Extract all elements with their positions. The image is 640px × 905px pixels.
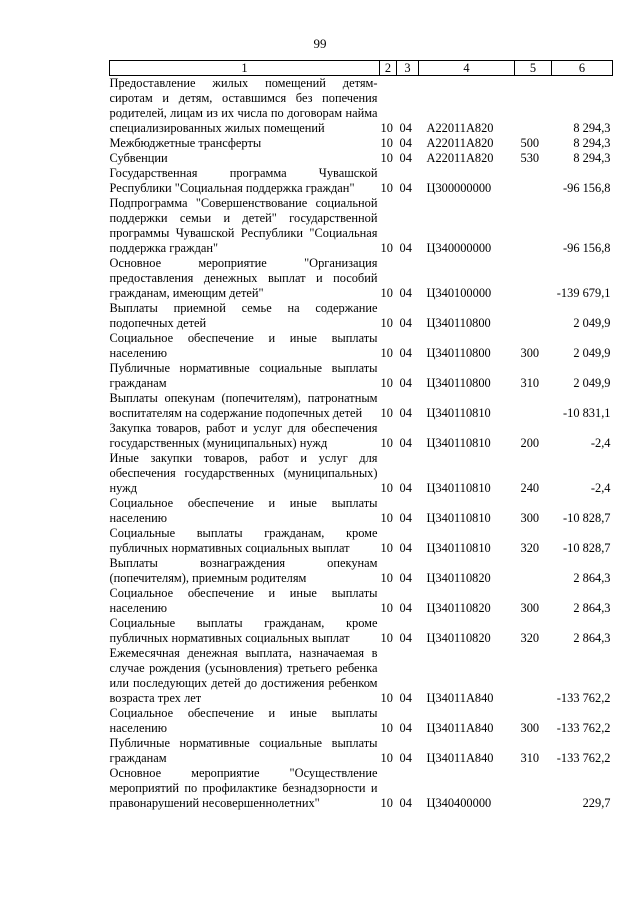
cell-vr — [515, 196, 552, 256]
table-row — [110, 451, 613, 496]
cell-csr: Ц340110800 — [426, 316, 491, 330]
cell-vr — [515, 256, 552, 301]
cell-name: Субвенции — [109, 151, 168, 165]
cell-sum: -133 762,2 — [556, 691, 611, 705]
cell-rz: 10 — [380, 511, 393, 525]
cell-sum: 2 049,9 — [573, 376, 611, 390]
cell-csr: Ц340110810 — [426, 406, 491, 420]
cell-rz: 10 — [380, 796, 393, 810]
cell-name: Выплаты вознаграждения опекунам (попечителям), приемным родителям — [109, 556, 378, 585]
cell-csr: А22011А820 — [426, 151, 494, 165]
cell-sum: 229,7 — [582, 796, 611, 810]
cell-vr: 320 — [520, 631, 540, 645]
cell-csr: Ц300000000 — [426, 181, 492, 195]
cell-name: Социальное обеспечение и иные выплаты населению — [109, 496, 378, 525]
cell-rz: 10 — [380, 181, 393, 195]
cell-sum: 8 294,3 — [573, 121, 611, 135]
table-row — [110, 706, 613, 736]
cell-sum: -2,4 — [590, 481, 611, 495]
cell-csr: Ц340110800 — [426, 346, 491, 360]
cell-name: Выплаты приемной семье на содержание подопечных детей — [109, 301, 378, 330]
cell-sum: -133 762,2 — [556, 751, 611, 765]
cell-csr: Ц340100000 — [426, 286, 492, 300]
cell-vr: 300 — [520, 601, 540, 615]
header-col-2: 2 — [380, 61, 397, 76]
table-row — [110, 151, 613, 166]
cell-rz: 10 — [380, 121, 393, 135]
cell-rz: 10 — [380, 481, 393, 495]
cell-name: Основное мероприятие "Организация предоставления денежных выплат и пособий гражданам, имеющим детей" — [109, 256, 378, 300]
cell-csr: Ц340110810 — [426, 481, 491, 495]
cell-vr: 300 — [520, 721, 540, 735]
header-col-6: 6 — [552, 61, 613, 76]
cell-pr: 04 — [399, 541, 412, 555]
table-row — [110, 136, 613, 151]
cell-vr — [515, 166, 552, 196]
table-row — [110, 616, 613, 646]
cell-csr: Ц340110820 — [426, 631, 491, 645]
cell-sum: -10 828,7 — [563, 511, 611, 525]
cell-sum: -2,4 — [590, 436, 611, 450]
cell-csr: Ц340110810 — [426, 541, 491, 555]
table-header — [110, 61, 613, 76]
table-row — [110, 256, 613, 301]
budget-table — [109, 60, 613, 811]
cell-pr: 04 — [399, 151, 412, 165]
cell-name: Социальное обеспечение и иные выплаты населению — [109, 706, 378, 735]
cell-sum: 2 049,9 — [573, 316, 611, 330]
cell-pr: 04 — [399, 376, 412, 390]
table-body — [110, 76, 613, 812]
cell-vr: 300 — [520, 346, 540, 360]
cell-name: Социальное обеспечение и иные выплаты населению — [109, 331, 378, 360]
cell-sum: -10 828,7 — [563, 541, 611, 555]
cell-name: Публичные нормативные социальные выплаты гражданам — [109, 361, 378, 390]
cell-vr: 200 — [520, 436, 540, 450]
table-row — [110, 166, 613, 196]
table-row — [110, 766, 613, 811]
cell-sum: -133 762,2 — [556, 721, 611, 735]
cell-pr: 04 — [399, 751, 412, 765]
table-row — [110, 586, 613, 616]
cell-vr — [515, 301, 552, 331]
cell-vr: 500 — [520, 136, 540, 150]
header-col-5: 5 — [515, 61, 552, 76]
cell-vr: 300 — [520, 511, 540, 525]
cell-pr: 04 — [399, 481, 412, 495]
cell-sum: 2 864,3 — [573, 631, 611, 645]
cell-sum: -96 156,8 — [563, 241, 611, 255]
cell-sum: 8 294,3 — [573, 136, 611, 150]
cell-csr: Ц340000000 — [426, 241, 492, 255]
cell-sum: -10 831,1 — [563, 406, 611, 420]
page-number: 99 — [313, 36, 327, 51]
cell-pr: 04 — [399, 601, 412, 615]
cell-csr: Ц340110800 — [426, 376, 491, 390]
cell-rz: 10 — [380, 241, 393, 255]
table-row — [110, 391, 613, 421]
cell-pr: 04 — [399, 241, 412, 255]
cell-rz: 10 — [380, 286, 393, 300]
cell-name: Основное мероприятие "Осуществление мероприятий по профилактике безнадзорности и правонарушений несовершеннолетних" — [109, 766, 378, 810]
cell-rz: 10 — [380, 406, 393, 420]
cell-rz: 10 — [380, 346, 393, 360]
cell-rz: 10 — [380, 571, 393, 585]
cell-vr — [515, 766, 552, 811]
cell-rz: 10 — [380, 631, 393, 645]
cell-pr: 04 — [399, 721, 412, 735]
cell-csr: Ц340110810 — [426, 511, 491, 525]
cell-vr: 310 — [520, 751, 540, 765]
cell-name: Публичные нормативные социальные выплаты гражданам — [109, 736, 378, 765]
cell-vr: 320 — [520, 541, 540, 555]
table-row — [110, 301, 613, 331]
cell-rz: 10 — [380, 541, 393, 555]
cell-rz: 10 — [380, 151, 393, 165]
table-row — [110, 421, 613, 451]
cell-csr: Ц340110820 — [426, 601, 491, 615]
cell-csr: Ц340110820 — [426, 571, 491, 585]
cell-sum: -139 679,1 — [556, 286, 611, 300]
table-row — [110, 361, 613, 391]
cell-pr: 04 — [399, 796, 412, 810]
table-row — [110, 196, 613, 256]
cell-pr: 04 — [399, 136, 412, 150]
table-row — [110, 496, 613, 526]
cell-sum: 2 864,3 — [573, 601, 611, 615]
cell-name: Социальное обеспечение и иные выплаты населению — [109, 586, 378, 615]
table-row — [110, 331, 613, 361]
cell-vr — [515, 391, 552, 421]
cell-pr: 04 — [399, 691, 412, 705]
cell-pr: 04 — [399, 346, 412, 360]
cell-csr: А22011А820 — [426, 121, 494, 135]
cell-name: Предоставление жилых помещений детям-сиротам и детям, оставшимся без попечения родителей, лицам из их числа по договорам найма специализированных жилых помещений — [109, 76, 378, 135]
cell-rz: 10 — [380, 691, 393, 705]
cell-rz: 10 — [380, 601, 393, 615]
cell-name: Ежемесячная денежная выплата, назначаемая в случае рождения (усыновления) третьего ребенка или последующих детей до достижения ребенком возраста трех лет — [109, 646, 378, 705]
cell-csr: А22011А820 — [426, 136, 494, 150]
cell-vr: 310 — [520, 376, 540, 390]
cell-sum: -96 156,8 — [563, 181, 611, 195]
cell-name: Государственная программа Чувашской Республики "Социальная поддержка граждан" — [109, 166, 378, 195]
cell-name: Закупка товаров, работ и услуг для обеспечения государственных (муниципальных) нужд — [109, 421, 378, 450]
cell-name: Иные закупки товаров, работ и услуг для обеспечения государственных (муниципальных) нужд — [109, 451, 378, 495]
header-col-1: 1 — [110, 61, 380, 76]
cell-rz: 10 — [380, 136, 393, 150]
cell-vr — [515, 76, 552, 137]
cell-sum: 8 294,3 — [573, 151, 611, 165]
cell-name: Выплаты опекунам (попечителям), патронатным воспитателям на содержание подопечных детей — [109, 391, 378, 420]
cell-name: Социальные выплаты гражданам, кроме публичных нормативных социальных выплат — [109, 526, 378, 555]
cell-pr: 04 — [399, 316, 412, 330]
cell-rz: 10 — [380, 376, 393, 390]
cell-pr: 04 — [399, 511, 412, 525]
cell-vr — [515, 646, 552, 706]
cell-vr — [515, 556, 552, 586]
table-row — [110, 526, 613, 556]
cell-sum: 2 049,9 — [573, 346, 611, 360]
cell-pr: 04 — [399, 181, 412, 195]
cell-name: Подпрограмма "Совершенствование социальной поддержки семьи и детей" государственной программы Чувашской Республики "Социальная поддержка граждан" — [109, 196, 378, 255]
table-row — [110, 556, 613, 586]
cell-csr: Ц34011А840 — [426, 691, 494, 705]
cell-csr: Ц34011А840 — [426, 751, 494, 765]
cell-sum: 2 864,3 — [573, 571, 611, 585]
cell-vr: 240 — [520, 481, 540, 495]
cell-rz: 10 — [380, 436, 393, 450]
table-row — [110, 736, 613, 766]
cell-pr: 04 — [399, 286, 412, 300]
table-row — [110, 76, 613, 137]
cell-rz: 10 — [380, 316, 393, 330]
cell-pr: 04 — [399, 406, 412, 420]
cell-rz: 10 — [380, 751, 393, 765]
cell-name: Социальные выплаты гражданам, кроме публичных нормативных социальных выплат — [109, 616, 378, 645]
cell-rz: 10 — [380, 721, 393, 735]
table-row — [110, 646, 613, 706]
cell-csr: Ц34011А840 — [426, 721, 494, 735]
cell-pr: 04 — [399, 631, 412, 645]
cell-name: Межбюджетные трансферты — [109, 136, 262, 150]
cell-pr: 04 — [399, 436, 412, 450]
header-col-3: 3 — [397, 61, 419, 76]
cell-csr: Ц340400000 — [426, 796, 492, 810]
cell-vr: 530 — [520, 151, 540, 165]
cell-pr: 04 — [399, 571, 412, 585]
cell-csr: Ц340110810 — [426, 436, 491, 450]
header-col-4: 4 — [419, 61, 515, 76]
cell-pr: 04 — [399, 121, 412, 135]
